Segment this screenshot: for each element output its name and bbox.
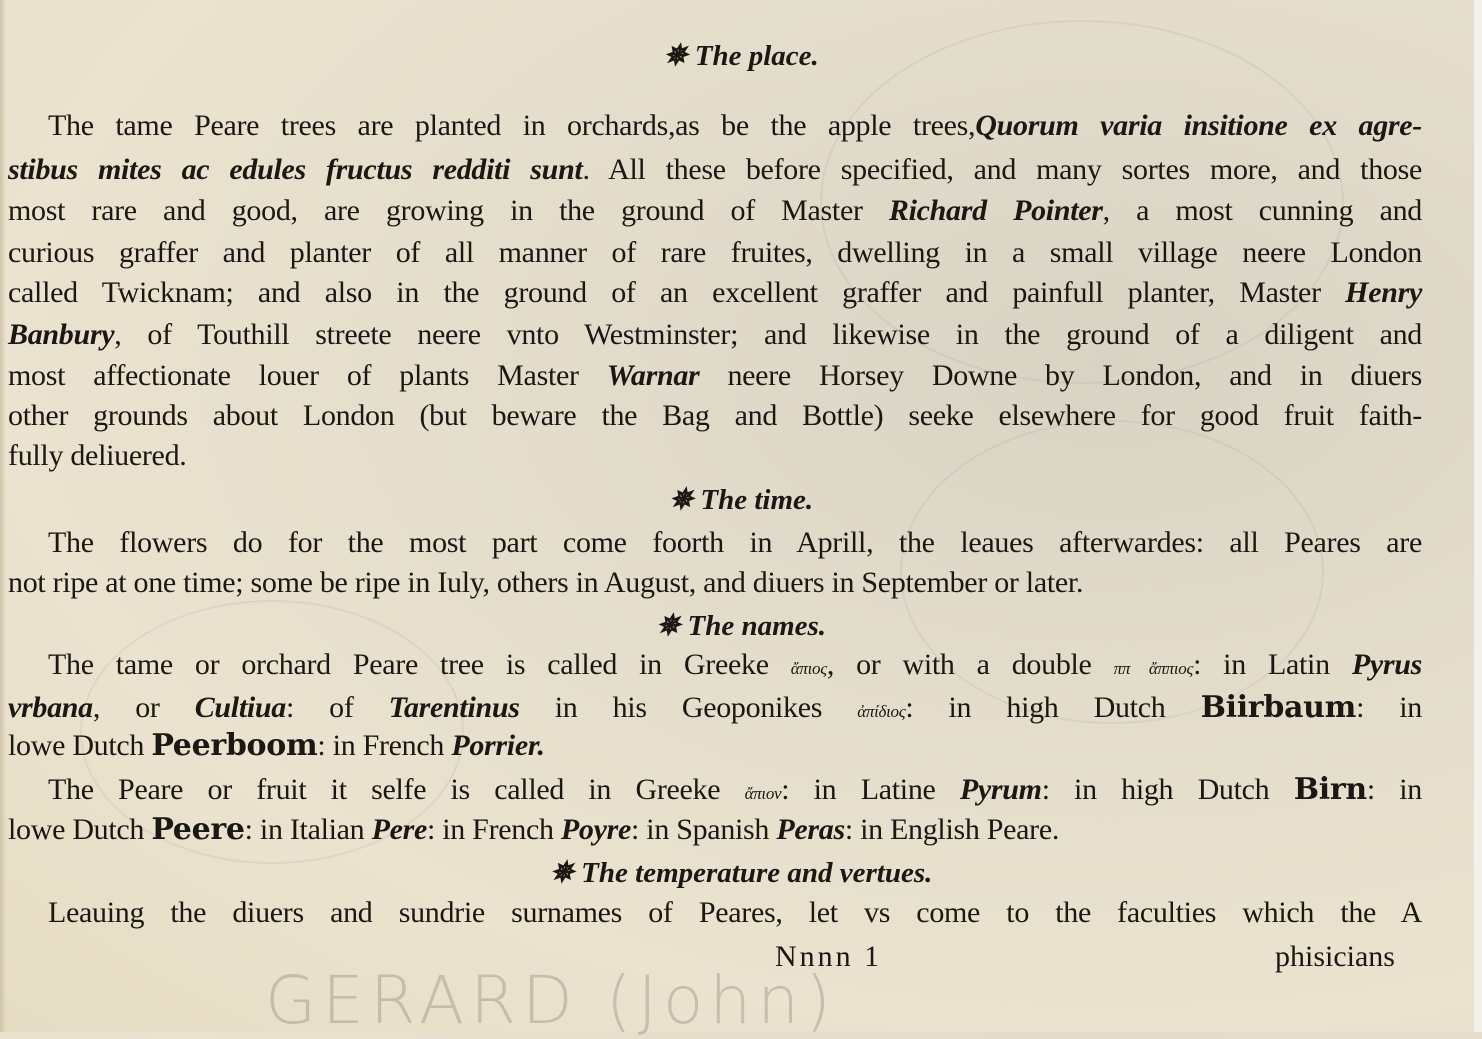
- text-line: [8, 152, 1422, 188]
- text-run: : in French: [317, 729, 452, 762]
- text-run: : in high Dutch: [905, 691, 1201, 724]
- text-run: : in Spanish: [631, 813, 777, 846]
- italic-term: Pere: [371, 813, 428, 846]
- text-run: lowe Dutch: [8, 729, 152, 762]
- italic-term: Henry: [1345, 276, 1422, 309]
- text-line: [8, 728, 1422, 764]
- text-run: : in Latin: [1193, 648, 1352, 681]
- heading-the-place: ✵ The place.: [663, 40, 819, 72]
- text-run: neere Horsey Downe by London, and in diuers: [699, 359, 1422, 392]
- heading-the-time: ✵ The time.: [668, 484, 814, 516]
- italic-term: Pyrus: [1351, 648, 1422, 681]
- italic-term: Tarentinus: [388, 691, 520, 724]
- text-run: Leauing the diuers and sundrie surnames of Peares, let vs come to the faculties which the A: [48, 896, 1422, 929]
- text-run: The tame Peare trees are planted in orchards,as be the apple trees,: [48, 109, 976, 142]
- text-run: The flowers do for the most part come foorth in Aprill, the leaues afterwardes: all Peares are: [48, 526, 1422, 559]
- text-run: : in French: [427, 813, 561, 846]
- pencil-annotation: GERARD (John): [265, 962, 837, 1039]
- greek-term: ππ ἄππιος: [1113, 659, 1194, 678]
- text-run: not ripe at one time; some be ripe in Iuly, others in August, and diuers in September or later.: [8, 566, 1084, 599]
- italic-term: stibus mites ac edules fructus redditi sunt: [8, 153, 583, 186]
- text-run: . All these before specified, and many sortes more, and those: [582, 153, 1422, 186]
- text-run: most rare and good, are growing in the ground of Master: [8, 194, 889, 227]
- text-line: [8, 398, 1422, 434]
- text-run: , or: [92, 691, 195, 724]
- text-run: called Twicknam; and also in the ground of an excellent graffer and painfull planter, Master: [8, 276, 1346, 309]
- italic-term: Poyre: [560, 813, 632, 846]
- text-run: The tame or orchard Peare tree is called in Greeke: [48, 648, 791, 681]
- text-run: other grounds about London (but beware the Bag and Bottle) seeke elsewhere for good fruit faith-: [8, 399, 1422, 432]
- text-line: [8, 358, 1422, 394]
- italic-term: vrbana: [8, 691, 93, 724]
- text-run: : in high Dutch: [1041, 773, 1294, 806]
- text-line: [8, 438, 1422, 474]
- text-run: , a most cunning and: [1102, 194, 1422, 227]
- blackletter-term: Peere: [151, 812, 245, 847]
- text-line: [8, 565, 1422, 601]
- text-run: , of Touthill streete neere vnto Westminster; and likewise in the ground of a diligent and: [114, 318, 1422, 351]
- text-line: [48, 647, 1422, 687]
- text-run: : in: [1366, 773, 1422, 806]
- blackletter-term: Peerboom: [151, 728, 318, 763]
- italic-term: Pyrum: [959, 773, 1042, 806]
- text-run: , or with a double: [826, 648, 1114, 681]
- text-line: [48, 108, 1422, 144]
- italic-term: Richard Pointer: [888, 194, 1103, 227]
- text-run: in his Geoponikes: [519, 691, 858, 724]
- text-line: [48, 895, 1422, 931]
- text-line: [48, 525, 1422, 561]
- text-line: [8, 812, 1422, 848]
- italic-term: Cultiua: [194, 691, 286, 724]
- greek-term: ἄπιον: [744, 784, 782, 803]
- text-run: : in Latine: [781, 773, 960, 806]
- text-run: : in Italian: [244, 813, 372, 846]
- text-line: [8, 193, 1422, 229]
- heading-temperature-and-vertues: ✵ The temperature and vertues.: [549, 857, 933, 889]
- text-run: : in: [1356, 691, 1422, 724]
- text-line: [8, 690, 1422, 730]
- text-run: curious graffer and planter of all manner of rare fruites, dwelling in a small village neere London: [8, 236, 1422, 269]
- italic-term: Peras: [776, 813, 845, 846]
- text-run: : in English Peare.: [844, 813, 1060, 846]
- text-run: lowe Dutch: [8, 813, 152, 846]
- italic-term: Porrier.: [451, 729, 545, 762]
- catchword: phisicians: [1275, 940, 1395, 973]
- blackletter-term: Biirbaum: [1200, 690, 1357, 725]
- italic-term: Warnar: [606, 359, 700, 392]
- greek-term: ἄπιος: [790, 659, 827, 678]
- heading-the-names: ✵ The names.: [655, 610, 827, 642]
- text-run: most affectionate louer of plants Master: [8, 359, 607, 392]
- text-line: [8, 317, 1422, 353]
- italic-term: Banbury: [8, 318, 115, 351]
- signature-mark: Nnnn 1: [775, 940, 883, 973]
- blackletter-term: Birn: [1293, 772, 1367, 807]
- text-run: : of: [286, 691, 389, 724]
- text-line: [8, 275, 1422, 311]
- text-run: fully deliuered.: [8, 439, 187, 472]
- text-run: The Peare or fruit it selfe is called in Greeke: [48, 773, 745, 806]
- text-line: [48, 772, 1422, 812]
- italic-term: Quorum varia insitione ex agre-: [975, 109, 1422, 142]
- greek-term: ἀπίδιος: [857, 702, 906, 721]
- text-line: [8, 235, 1422, 271]
